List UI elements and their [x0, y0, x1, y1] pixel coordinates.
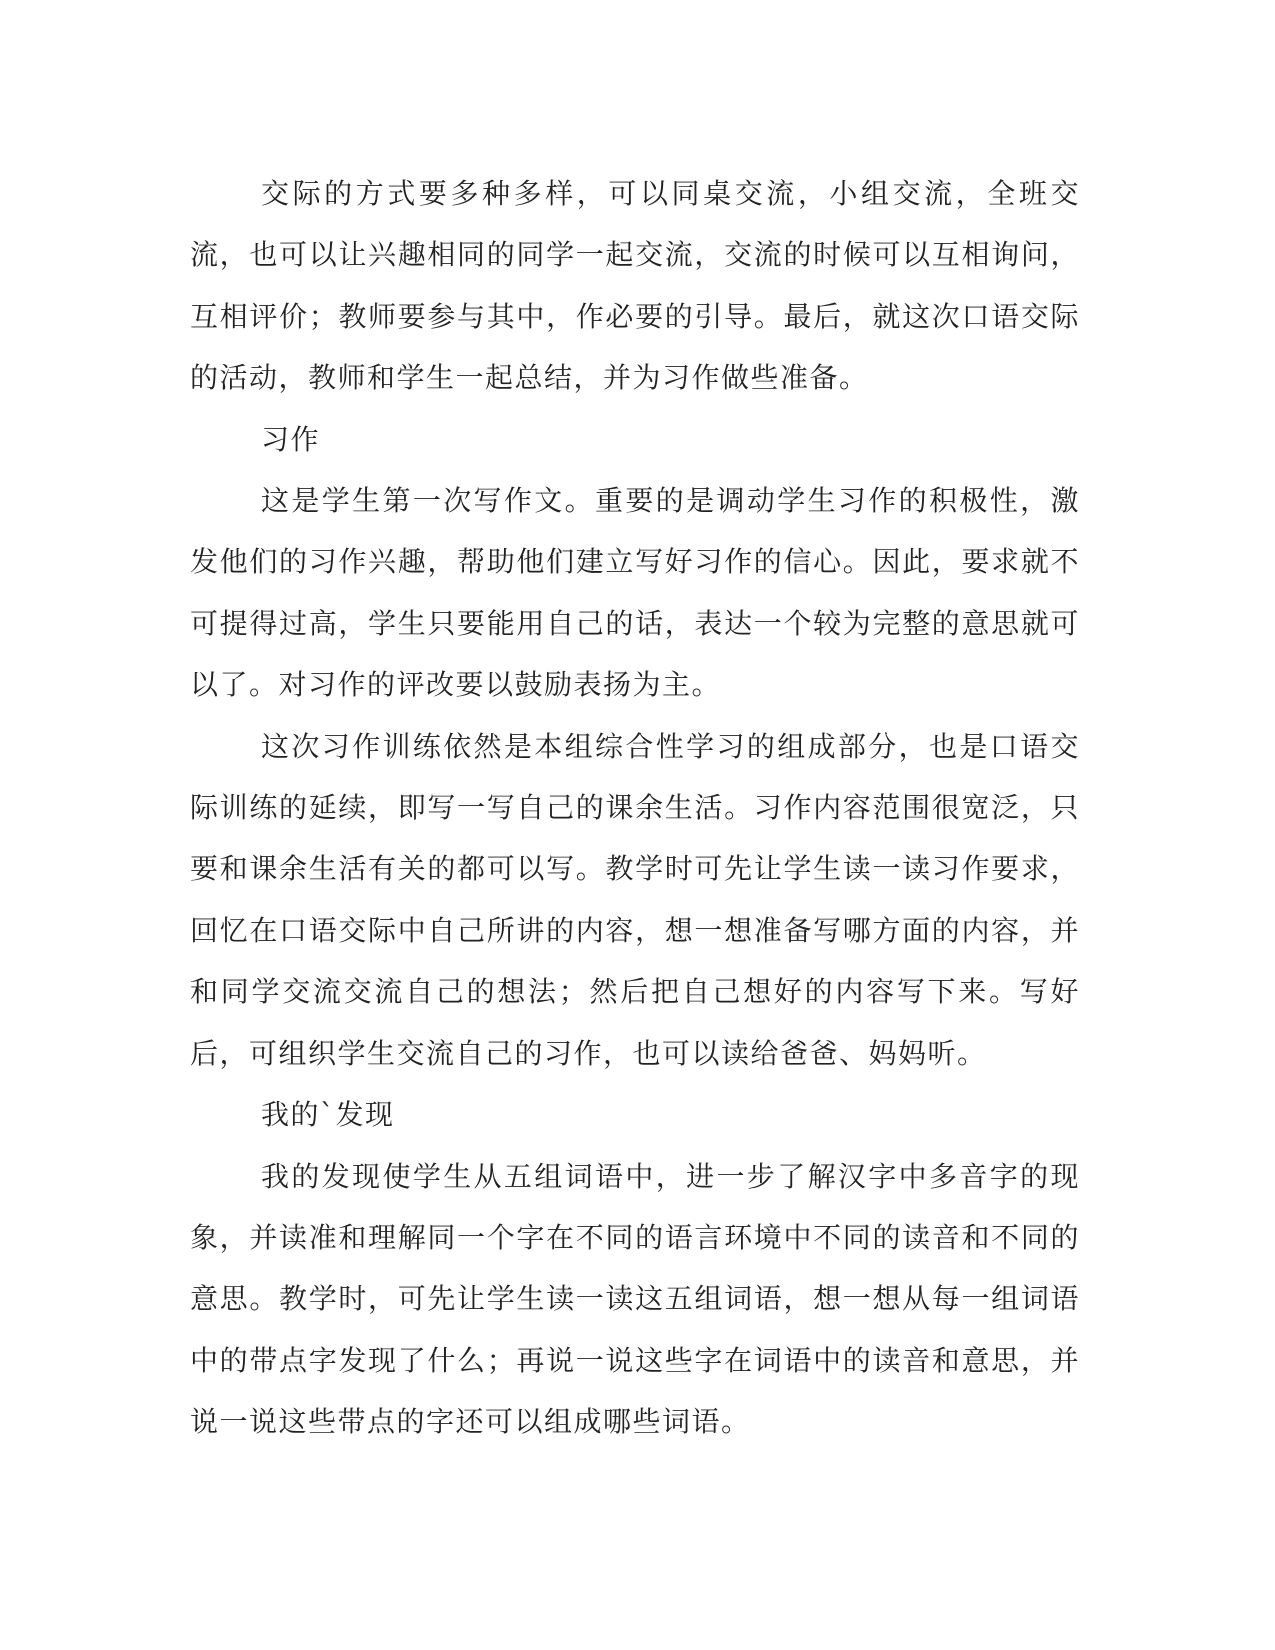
document-body [190, 163, 1080, 1453]
paragraph-polyphonic-characters: 我的发现使学生从五组词语中，进一步了解汉字中多音字的现象，并读准和理解同一个字在不同的语言环境中不同的读音和不同的意思。教学时，可先让学生读一读这五组词语，想一想从每一组词语中的带点字发现了什么；再说一说这些字在词语中的读音和意思，并说一说这些带点的字还可以组成哪些词语。 [190, 1159, 1080, 1439]
paragraph-writing-training: 这次习作训练依然是本组综合性学习的组成部分，也是口语交际训练的延续，即写一写自己的课余生活。习作内容范围很宽泛，只要和课余生活有关的都可以写。教学时可先让学生读一读习作要求，回忆在口语交际中自己所讲的内容，想一想准备写哪方面的内容，并和同学交流交流自己的想法；然后把自己想好的内容写下来。写好后，可组织学生交流自己的习作，也可以读给爸爸、妈妈听。 [190, 729, 1080, 1070]
section-heading-my-discovery: 我的`发现 [261, 1098, 395, 1132]
paragraph-first-composition: 这是学生第一次写作文。重要的是调动学生习作的积极性，激发他们的习作兴趣，帮助他们建立写好习作的信心。因此，要求就不可提得过高，学生只要能用自己的话，表达一个较为完整的意思就可以了。对习作的评改要以鼓励表扬为主。 [190, 484, 1080, 702]
section-heading-writing: 习作 [261, 422, 321, 456]
paragraph-communication-methods: 交际的方式要多种多样，可以同桌交流，小组交流，全班交流，也可以让兴趣相同的同学一起交流，交流的时候可以互相询问，互相评价；教师要参与其中，作必要的引导。最后，就这次口语交际的活动，教师和学生一起总结，并为习作做些准备。 [190, 177, 1080, 395]
